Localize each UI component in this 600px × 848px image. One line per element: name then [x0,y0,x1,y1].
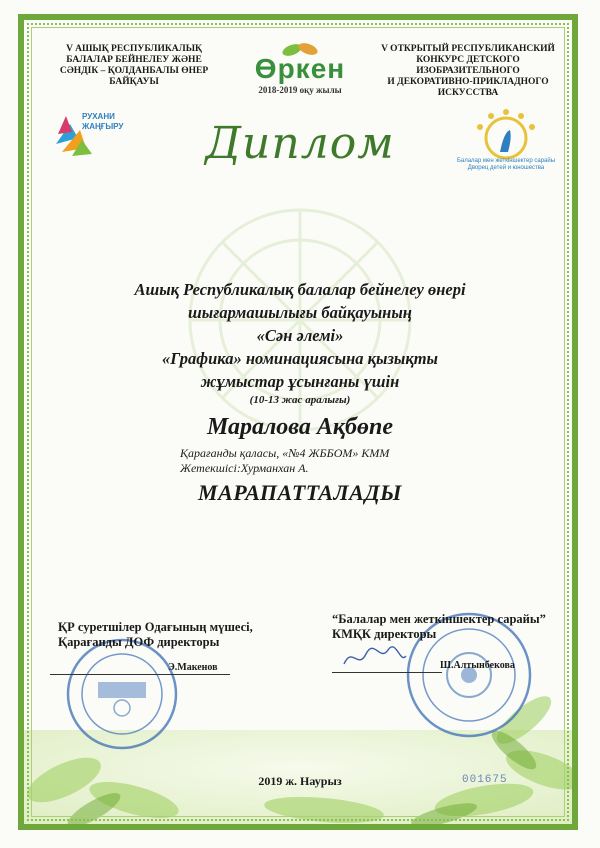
signatory-right-name: Ш.Алтынбекова [440,660,515,671]
age-group: (10-13 жас аралығы) [249,394,351,406]
orken-logo [228,40,372,95]
header-left-line: БАЙҚАУЫ [109,77,159,87]
signature-line-left [50,674,230,675]
rukhani-line: ЖАҢҒЫРУ [82,122,124,131]
school-line: Қарағанды қаласы, «№4 ЖББОМ» КММ [180,446,390,460]
handwritten-signature [340,642,410,672]
awarded-heading: МАРАПАТТАЛАДЫ [198,480,402,505]
rukhani-line: РУХАНИ [82,112,115,121]
header-right-line: КОНКУРС ДЕТСКОГО [416,55,520,65]
award-line: «Сән әлемі» [256,326,344,345]
signatory-right-line: КМҚК директоры [332,627,437,641]
award-statement [60,278,540,407]
signatory-left-line: Қарағанды ДОФ директоры [58,635,220,649]
award-line: жұмыстар ұсынғаны үшін [200,372,400,391]
award-line: «Графика» номинациясына қызықты [162,349,438,368]
signatory-right-title [332,612,572,642]
rukhani-zhangyru-text [82,112,123,132]
header-right-line: И ДЕКОРАТИВНО-ПРИКЛАДНОГО [387,77,549,87]
palace-caption-line: Балалар мен жеткіншектер сарайы [456,158,556,164]
signatory-right-line: “Балалар мен жеткіншектер сарайы” [332,612,546,626]
header-right-line: ИЗОБРАЗИТЕЛЬНОГО [416,66,520,76]
header-right-russian [376,44,560,99]
signatory-left-name: Э.Макенов [168,662,218,673]
issue-date: 2019 ж. Наурыз [258,774,342,788]
signatory-left-line: ҚР суретшілер Одағының мүшесі, [58,620,253,634]
academic-year: 2018-2019 оқу жылы [258,85,342,95]
header-left-line: СӘНДІК – ҚОЛДАНБАЛЫ ӨНЕР [59,66,209,76]
award-line: шығармашылығы байқауының [188,303,412,322]
header-left-line: V АШЫҚ РЕСПУБЛИКАЛЫҚ [66,44,202,54]
round-stamp-left [64,636,180,752]
serial-number: 001675 [462,774,508,786]
header-right-line: V ОТКРЫТЫЙ РЕСПУБЛИКАНСКИЙ [381,44,555,54]
header-right-line: ИСКУССТВА [437,88,499,98]
recipient-name: Маралова Ақбөпе [206,414,394,440]
youth-palace-sun-icon [466,102,546,166]
supervisor-line: Жетекшісі:Хурманхан А. [180,461,309,475]
school-info [180,446,480,476]
orken-logo-text: Өркен [254,53,346,84]
header-left-kazakh [44,44,224,88]
header-left-line: БАЛАЛАР БЕЙНЕЛЕУ ЖӘНЕ [66,55,202,65]
palace-caption-line: Дворец детей и юношества [467,165,545,171]
signatory-left-title [58,620,298,650]
award-line: Ашық Республикалық балалар бейнелеу өнері [134,280,466,299]
diploma-title: Диплом [205,118,395,169]
signature-line-right [332,672,442,673]
youth-palace-caption [446,158,566,172]
